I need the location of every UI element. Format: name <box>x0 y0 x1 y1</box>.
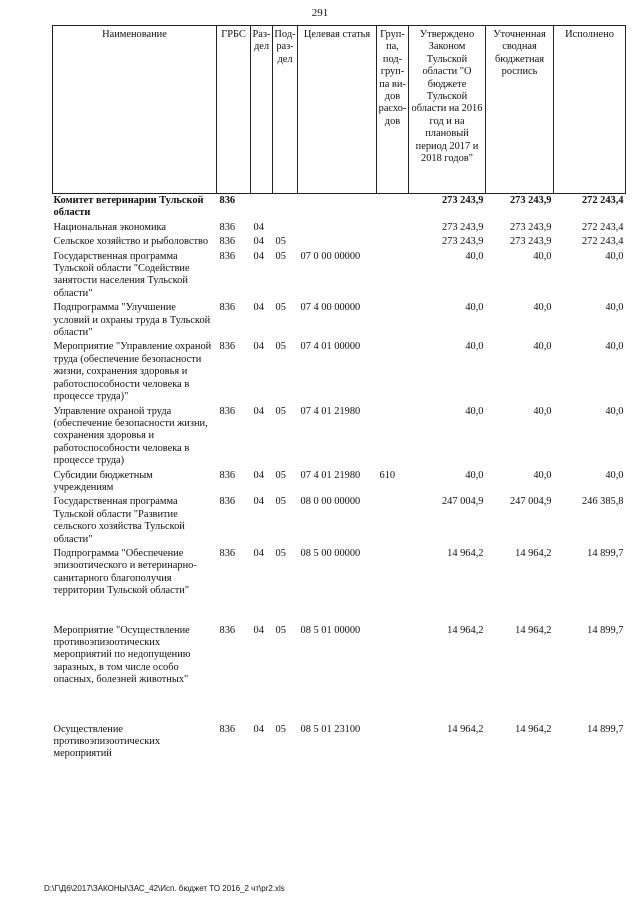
row-target: 07 4 01 21980 <box>300 469 361 481</box>
row-revised: 40,0 <box>533 469 552 481</box>
table-row <box>53 250 626 302</box>
row-target: 07 4 01 21980 <box>300 405 361 417</box>
header-target: Целевая статья <box>298 26 377 194</box>
row-approved: 40,0 <box>465 341 484 353</box>
row-approved: 40,0 <box>465 405 484 417</box>
header-executed: Исполнено <box>554 26 626 194</box>
row-vr <box>377 221 409 235</box>
row-revised: 273 243,9 <box>509 195 552 206</box>
row-vr <box>377 547 409 624</box>
row-section: 04 <box>253 221 264 233</box>
row-executed: 40,0 <box>605 302 624 314</box>
header-grbs: ГРБС <box>217 26 251 194</box>
row-name: Подпрограмма "Обеспечение эпизоотического и ветеринарно-санитарного благополучия территории Тульской области" <box>53 547 197 597</box>
row-target: 08 5 01 00000 <box>300 624 361 636</box>
row-target: 08 0 00 00000 <box>300 496 361 508</box>
row-executed: 272 243,4 <box>581 221 624 233</box>
row-vr <box>377 250 409 302</box>
row-grbs: 836 <box>219 236 236 248</box>
header-approved: Утверждено Законом Тульской области "О бюджете Тульской области на 2016 год и на плановый период 2017 и 2018 годов" <box>409 26 486 194</box>
row-name: Подпрограмма "Улучшение условий и охраны труда в Тульской области" <box>53 302 211 339</box>
table-row <box>53 235 626 249</box>
row-grbs: 836 <box>219 405 236 417</box>
row-section <box>251 194 273 221</box>
row-approved: 273 243,9 <box>441 236 484 248</box>
row-revised: 14 964,2 <box>515 723 552 735</box>
row-vr <box>377 340 409 404</box>
row-name: Управление охраной труда (обеспечение безопасности жизни, сохранения здоровья и работоспособности человека в процессе труда) <box>53 405 208 467</box>
row-vr <box>377 194 409 221</box>
row-grbs: 836 <box>219 195 236 206</box>
table-row <box>53 221 626 235</box>
row-grbs: 836 <box>219 341 236 353</box>
row-executed: 14 899,7 <box>587 723 624 735</box>
row-section: 04 <box>253 341 264 353</box>
header-type-group: Груп- па, под- груп- па ви- дов расхо- дов <box>377 26 409 194</box>
row-revised: 40,0 <box>533 302 552 314</box>
row-section: 04 <box>253 547 264 559</box>
table-row <box>53 624 626 723</box>
row-approved: 247 004,9 <box>441 496 484 508</box>
table-row <box>53 547 626 624</box>
row-subsection: 05 <box>275 236 286 248</box>
row-target <box>298 235 377 249</box>
row-approved: 14 964,2 <box>447 723 484 735</box>
row-target: 08 5 00 00000 <box>300 547 361 559</box>
row-approved: 40,0 <box>465 469 484 481</box>
row-approved: 40,0 <box>465 302 484 314</box>
row-target: 07 0 00 00000 <box>300 250 361 262</box>
table-row <box>53 194 626 221</box>
row-executed: 246 385,8 <box>581 496 624 508</box>
row-approved: 40,0 <box>465 250 484 262</box>
row-subsection: 05 <box>275 496 286 508</box>
row-section: 04 <box>253 624 264 636</box>
row-vr <box>377 301 409 340</box>
row-section: 04 <box>253 405 264 417</box>
row-subsection: 05 <box>275 723 286 735</box>
row-subsection: 05 <box>275 547 286 559</box>
row-grbs: 836 <box>219 250 236 262</box>
row-revised: 40,0 <box>533 405 552 417</box>
row-executed: 14 899,7 <box>587 547 624 559</box>
header-revised: Уточненная сводная бюджетная роспись <box>486 26 554 194</box>
row-executed: 14 899,7 <box>587 624 624 636</box>
header-subsection: Под- раз- дел <box>273 26 298 194</box>
row-grbs: 836 <box>219 302 236 314</box>
page-number: 291 <box>311 7 329 19</box>
row-target <box>298 194 377 221</box>
row-name: Субсидии бюджетным учреждениям <box>53 469 153 493</box>
row-name: Мероприятие "Осуществление противоэпизоотических мероприятий по недопущению заразных, в том числе особо опасных, болезней животных" <box>53 624 191 686</box>
row-section: 04 <box>253 469 264 481</box>
row-approved: 14 964,2 <box>447 624 484 636</box>
row-subsection: 05 <box>275 469 286 481</box>
table-row <box>53 405 626 469</box>
row-name: Сельское хозяйство и рыболовство <box>53 236 209 248</box>
row-grbs: 836 <box>219 496 236 508</box>
row-target <box>298 221 377 235</box>
row-vr <box>377 235 409 249</box>
row-revised: 40,0 <box>533 341 552 353</box>
row-section: 04 <box>253 496 264 508</box>
table-row <box>53 495 626 547</box>
row-revised: 273 243,9 <box>509 236 552 248</box>
row-target: 07 4 00 00000 <box>300 302 361 314</box>
row-revised: 14 964,2 <box>515 624 552 636</box>
row-subsection: 05 <box>275 302 286 314</box>
row-section: 04 <box>253 723 264 735</box>
row-name: Национальная экономика <box>53 221 167 233</box>
row-executed: 40,0 <box>605 341 624 353</box>
row-subsection: 05 <box>275 624 286 636</box>
budget-table <box>52 25 626 762</box>
row-revised: 247 004,9 <box>509 496 552 508</box>
row-section: 04 <box>253 250 264 262</box>
header-name: Наименование <box>53 26 217 194</box>
table-row <box>53 723 626 762</box>
row-name: Осуществление противоэпизоотических мероприятий <box>53 723 161 760</box>
row-name: Государственная программа Тульской области "Содействие занятости населения Тульской области" <box>53 250 190 299</box>
row-approved: 14 964,2 <box>447 547 484 559</box>
row-executed: 40,0 <box>605 469 624 481</box>
row-grbs: 836 <box>219 624 236 636</box>
header-row <box>53 26 626 194</box>
table-row <box>53 469 626 496</box>
row-grbs: 836 <box>219 221 236 233</box>
row-name: Мероприятие "Управление охраной труда (обеспечение безопасности жизни, сохранения здоровья и работоспособности человека в процессе труда)" <box>53 341 212 403</box>
row-vr: 610 <box>379 469 396 481</box>
row-target: 08 5 01 23100 <box>300 723 361 735</box>
row-subsection <box>273 221 298 235</box>
row-grbs: 836 <box>219 469 236 481</box>
row-vr <box>377 405 409 469</box>
row-subsection: 05 <box>275 341 286 353</box>
row-vr <box>377 495 409 547</box>
row-name: Государственная программа Тульской области "Развитие сельского хозяйства Тульской области" <box>53 496 185 545</box>
row-subsection: 05 <box>275 250 286 262</box>
row-grbs: 836 <box>219 547 236 559</box>
row-revised: 40,0 <box>533 250 552 262</box>
row-name: Комитет ветеринарии Тульской области <box>53 195 204 219</box>
table-row <box>53 340 626 404</box>
row-section: 04 <box>253 302 264 314</box>
row-subsection <box>273 194 298 221</box>
row-grbs: 836 <box>219 723 236 735</box>
table-row <box>53 301 626 340</box>
row-vr <box>377 723 409 762</box>
row-target: 07 4 01 00000 <box>300 341 361 353</box>
row-vr <box>377 624 409 723</box>
row-revised: 273 243,9 <box>509 221 552 233</box>
row-executed: 272 243,4 <box>581 195 624 206</box>
row-approved: 273 243,9 <box>441 221 484 233</box>
row-approved: 273 243,9 <box>441 195 484 206</box>
row-section: 04 <box>253 236 264 248</box>
file-path-footer: D:\Г\Д6\2017\ЗАКОНЫ\ЗАС_42\Исп. бюджет ТО 2016_2 чт\pr2.xls <box>44 884 285 893</box>
row-executed: 272 243,4 <box>581 236 624 248</box>
header-section: Раз- дел <box>251 26 273 194</box>
row-revised: 14 964,2 <box>515 547 552 559</box>
row-executed: 40,0 <box>605 405 624 417</box>
row-executed: 40,0 <box>605 250 624 262</box>
row-subsection: 05 <box>275 405 286 417</box>
